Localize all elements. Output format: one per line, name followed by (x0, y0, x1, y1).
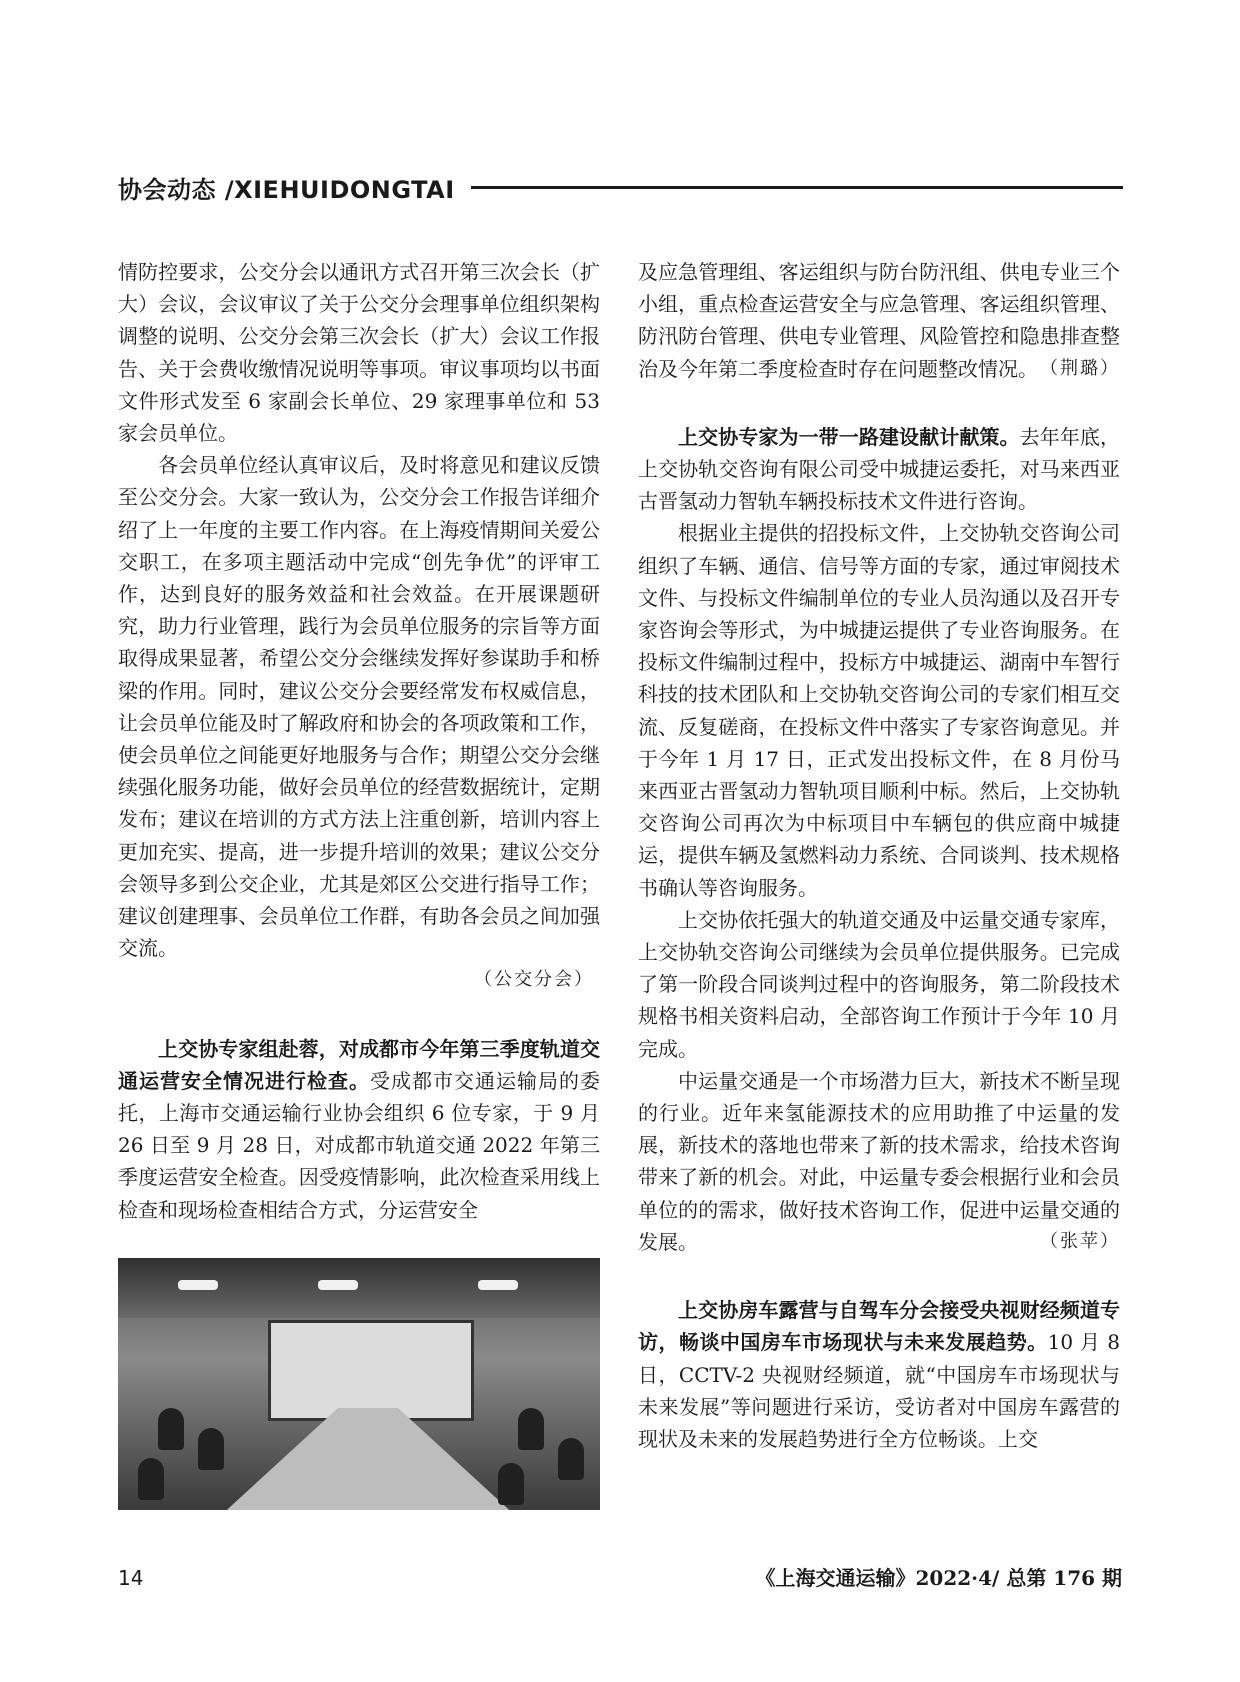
article-headline: 上交协专家为一带一路建设献计献策。 (678, 424, 1020, 449)
paragraph: 各会员单位经认真审议后，及时将意见和建议反馈至公交分会。大家一致认为，公交分会工作报告详细介绍了上一年度的主要工作内容。在上海疫情期间关爱公交职工，在多项主题活动中完成“创先争优”的评审工作，达到良好的服务效益和社会效益。在开展课题研究，助力行业管理，践行为会员单位服务的宗旨等方面取得成果显著，希望公交分会继续发挥好参谋助手和桥梁的作用。同时，建议公交分会要经常发布权威信息，让会员单位能及时了解政府和协会的各项政策和工作，使会员单位之间能更好地服务与合作；期望公交分会继续强化服务功能，做好会员单位的经营数据统计，定期发布；建议在培训的方式方法上注重创新，培训内容上更加充实、提高，进一步提升培训的效果；建议公交分会领导多到公交企业，尤其是郊区公交进行指导工作；建议创建理事、会员单位工作群，有助各会员之间加强交流。 (118, 453, 600, 961)
page-number: 14 (118, 1566, 144, 1590)
paragraph-text: 中运量交通是一个市场潜力巨大，新技术不断呈现的行业。近年来氢能源技术的应用助推了中运量的发展，新技术的落地也带来了新的技术需求，给技术咨询带来了新的机会。对此，中运量专委会根据行业和会员单位的的需求，做好技术咨询工作，促进中运量交通的发展。 (638, 1068, 1120, 1254)
byline: （荆璐） (1040, 357, 1120, 379)
journal-info: 《上海交通运输》2022·4/ 总第 176 期 (755, 1566, 1122, 1590)
paragraph: 情防控要求，公交分会以通讯方式召开第三次会长（扩大）会议，会议审议了关于公交分会理事单位组织架构调整的说明、公交分会第三次会长（扩大）会议工作报告、关于会费收缴情况说明等事项。审议事项均以书面文件形式发至 6 家副会长单位、29 家理事单位和 53 家会员单位。 (118, 260, 600, 446)
byline: （公交分会） (474, 969, 594, 991)
paragraph (638, 256, 1120, 385)
paragraph: 根据业主提供的招投标文件，上交协轨交咨询公司组织了车辆、通信、信号等方面的专家，通过审阅技术文件、与投标文件编制单位的专业人员沟通以及召开专家咨询会等形式，为中城捷运提供了专业咨询服务。在投标文件编制过程中，投标方中城捷运、湖南中车智行科技的技术团队和上交协轨交咨询公司的专家们相互交流、反复磋商，在投标文件中落实了专家咨询意见。并于今年 1 月 17 日，正式发出投标文件，在 8 月份马来西亚古晋氢动力智轨项目顺利中标。然后，上交协轨交咨询公司再次为中标项目中车辆包的供应商中城捷运，提供车辆及氢燃料动力系统、合同谈判、技术规格书确认等咨询服务。 (638, 521, 1120, 900)
article-lead (118, 1033, 600, 1226)
paragraph (638, 1065, 1120, 1258)
right-column (638, 256, 1120, 1455)
article-headline: 上交协专家组赴蓉，对成都市今年第三季度轨道交通运营安全情况进行检查。 (118, 1036, 600, 1093)
paragraph: 上交协依托强大的轨道交通及中运量交通专家库，上交协轨交咨询公司继续为会员单位提供服务。已完成了第一阶段合同谈判过程中的咨询服务，第二阶段技术规格书相关资料启动，全部咨询工作预计于今年 10 月完成。 (638, 907, 1120, 1061)
article-text: 去年年底，上交协轨交咨询有限公司受中城捷运委托，对马来西亚古晋氢动力智轨车辆投标技术文件进行咨询。 (638, 424, 1121, 514)
byline: （张苹） (1040, 1230, 1120, 1252)
meeting-photo (118, 1258, 600, 1510)
header-rule (471, 186, 1123, 189)
article-lead (638, 1294, 1120, 1455)
section-header (118, 170, 1123, 204)
article-text: 受成都市交通运输局的委托，上海市交通运输行业协会组织 6 位专家，于 9 月 26 日至 9 月 28 日，对成都市轨道交通 2022 年第三季度运营安全检查。因受疫情影响，此次检查采用线上检查和现场检查相结合方式，分运营安全 (118, 1068, 600, 1222)
article-lead (638, 421, 1120, 518)
left-column (118, 256, 600, 1226)
article-headline: 上交协房车露营与自驾车分会接受央视财经频道专访，畅谈中国房车市场现状与未来发展趋势。 (638, 1298, 1120, 1355)
section-title: 协会动态 /XIEHUIDONGTAI (118, 175, 455, 204)
article-text: 10 月 8 日，CCTV-2 央视财经频道，就“中国房车市场现状与未来发展”等问题进行采访，受访者对中国房车露营的现状及未来的发展趋势进行全方位畅谈。上交 (638, 1330, 1121, 1451)
paragraph-text: 及应急管理组、客运组织与防台防汛组、供电专业三个小组，重点检查运营安全与应急管理、客运组织管理、防汛防台管理、供电专业管理、风险管控和隐患排查整治及今年第二季度检查时存在问题整改情况。 (638, 260, 1120, 381)
